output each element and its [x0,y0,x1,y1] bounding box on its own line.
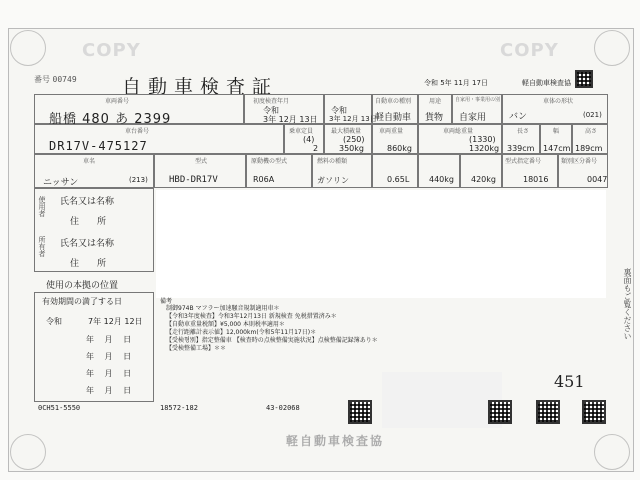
footer-code-a: 0CH51-5550 [38,404,81,412]
owner-name-label: 氏名又は名称 [60,239,115,249]
base-location-label: 使用の本拠の位置 [46,281,119,291]
ornament-icon [10,434,46,470]
private-cell: 自家用・事業用の別 自家用 [452,94,502,124]
ornament-icon [594,30,630,66]
copy-watermark: COPY [82,40,141,61]
redacted-area [382,372,502,428]
qr-code-icon [536,400,560,424]
width-cell: 幅 147cm [540,124,572,154]
chassis-cell: 車台番号 DR17V-475127 [34,124,284,154]
footer-code-c: 43-02068 [266,404,300,412]
axle-front-cell: 440kg [418,154,460,188]
qr-code-icon [348,400,372,424]
expiry-era: 令和 [46,317,62,326]
document-title: 自動車検査証 [122,76,279,98]
remark-line: 【自動車重量税額】¥5,000 本則税率適用＊ [166,321,285,328]
issue-date: 令和 5年 11月 17日 [424,79,488,87]
first-reg-cell: 初度検査年月 令和 3年 12月 13日 [244,94,324,124]
fuel-cell: 燃料の種類 ガソリン [312,154,372,188]
qr-code-icon [575,70,593,88]
user-group-label: 使用者 [38,196,46,217]
body-shape-cell: 車体の形状 バン (021) [502,94,608,124]
issuer-name: 軽自動車検査協 [522,79,571,87]
remark-line: 【走行距離計表示値】12,000km(令和5年11月17日)＊ [166,329,317,336]
class-number-cell: 類別区分番号 0047 [558,154,608,188]
user-name-label: 氏名又は名称 [60,197,115,207]
reg-number-cell: 車両番号 船橋 480 あ 2399 [34,94,244,124]
use-cell: 用途 貨物 [418,94,452,124]
engine-cell: 原動機の型式 R06A [246,154,312,188]
capacity-cell: 乗車定員 (4) 2 [284,124,324,154]
certificate-page: COPY COPY 番号 00749 自動車検査証 令和 5年 11月 17日 軽自動車検査協 車両番号 船橋 480 あ 2399 初度検査年月 令和 3年 12月 13日 令和 3年 12月 13日 自動車の種別 軽自動車 用途 貨物 自家用・事業用の別 自家用 車体の形状 バン (021) 車台番号 DR17V-475127 乗車定員 (4) 2 最大積載量 (250) 350kg 車両重量 860kg 車両総重量 (1330) 1320kg 長さ 339cm 幅 147cm 高さ 189cm 車名 ニッサン (213) 型式 HBD-DR17V 原動機の型式 R06A 燃料の種類 ガソリン 0.65L 440kg 420kg 型式指定番号 18016 類別区分番号 0047 使用者 所有者 氏名又は名称 住 所 氏名又は名称 住 所 使用の本拠の位置 有効期間の満了する日 令和 7年 12月 12日 年 月 日 年 月 日 年 月 日 年 月 日 備考 制御974B マフラー加速騒音規制適用車＊ 【令和3年度検査】令和3年12月13日 新規検査 免税措置済み＊ 【自動車重量税額】¥5,000 本則税率適用＊ 【走行距離計表示値】12,000km(令和5年11月17日)＊ 【受検형別】指定整備車 【検査時の点検整備実施状況】点検整備記録簿あり＊ 【受検整備工場】＊＊ 451 裏面もご覧ください 0CH51-5550 18572-182 43-02068 軽自動車検査協 [0,0,640,480]
issuer-stamp: 軽自動車検査協 [286,434,385,448]
qr-code-icon [582,400,606,424]
kind-cell: 自動車の種別 軽自動車 [372,94,418,124]
remark-line: 【令和3年度検査】令和3年12月13日 新規検査 免税措置済み＊ [166,313,337,320]
ornament-icon [10,30,46,66]
expiry-date: 7年 12月 12日 [88,317,143,326]
length-cell: 長さ 339cm [502,124,540,154]
max-load-cell: 最大積載量 (250) 350kg [324,124,372,154]
ornament-icon [594,434,630,470]
expiry-label: 有効期間の満了する日 [42,297,122,306]
axle-rear-cell: 420kg [460,154,502,188]
remarks-label: 備考 [160,298,173,305]
displacement-cell: 0.65L [372,154,418,188]
first-reg-cell-2: 令和 3年 12月 13日 [324,94,372,124]
user-address-label: 住 所 [70,217,107,227]
chassis-number: DR17V-475127 [49,139,148,153]
gross-weight-cell: 車両総重量 (1330) 1320kg [418,124,502,154]
height-cell: 高さ 189cm [572,124,608,154]
serial-label: 番号 00749 [34,75,77,84]
remark-line: 制御974B マフラー加速騒音規制適用車＊ [166,305,280,312]
model-cell: 型式 HBD-DR17V [154,154,246,188]
weight-cell: 車両重量 860kg [372,124,418,154]
qr-code-icon [488,400,512,424]
reg-number: 船橋 480 あ 2399 [49,112,172,127]
remark-line: 【受検형別】指定整備車 【検査時の点検整備実施状況】点検整備記録簿あり＊ [166,337,378,344]
type-number-cell: 型式指定番号 18016 [502,154,558,188]
redacted-area [156,190,606,298]
owner-address-label: 住 所 [70,259,107,269]
handwritten-number: 451 [554,372,585,391]
owner-group-label: 所有者 [38,236,46,257]
maker-cell: 車名 ニッサン (213) [34,154,154,188]
footer-code-b: 18572-182 [160,404,198,412]
remark-line: 【受検整備工場】＊＊ [166,345,227,352]
copy-watermark: COPY [500,40,559,61]
side-note: 裏面もご覧ください [623,268,632,340]
